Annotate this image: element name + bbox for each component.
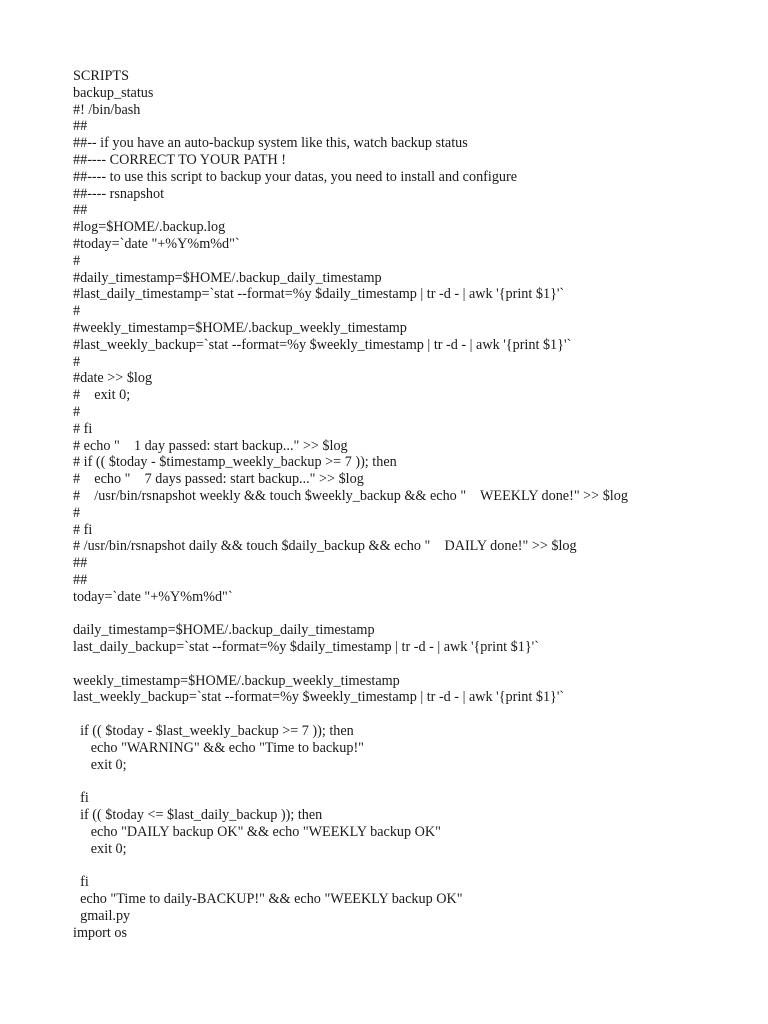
text-line: fi <box>73 874 89 891</box>
text-line: # /usr/bin/rsnapshot weekly && touch $weekly_backup && echo " WEEKLY done!" >> $log <box>73 487 628 504</box>
text-line <box>73 773 753 790</box>
text-line: # <box>73 353 81 370</box>
text-line: echo "WARNING" && echo "Time to backup!" <box>73 739 364 756</box>
text-line: # echo " 7 days passed: start backup..." >> $log <box>73 471 364 488</box>
text-line: # <box>73 403 81 420</box>
text-line: # echo " 1 day passed: start backup..." >> $log <box>73 437 348 454</box>
text-line: # fi <box>73 420 93 437</box>
text-line: if (( $today - $last_weekly_backup >= 7 )); then <box>73 723 354 740</box>
text-line: ## <box>73 118 88 135</box>
text-line: exit 0; <box>73 840 127 857</box>
text-line: fi <box>73 790 89 807</box>
text-line: ## <box>73 555 88 572</box>
text-line: #weekly_timestamp=$HOME/.backup_weekly_timestamp <box>73 319 407 336</box>
text-line: ##-- if you have an auto-backup system like this, watch backup status <box>73 135 468 152</box>
text-line: weekly_timestamp=$HOME/.backup_weekly_timestamp <box>73 672 400 689</box>
text-line: SCRIPTS <box>73 68 129 84</box>
text-line: ##---- CORRECT TO YOUR PATH ! <box>73 151 286 168</box>
text-line: #! /bin/bash <box>73 101 141 118</box>
text-line: exit 0; <box>73 756 127 773</box>
text-line: last_daily_backup=`stat --format=%y $daily_timestamp | tr -d - | awk '{print $1}'` <box>73 639 539 656</box>
text-line: today=`date "+%Y%m%d"` <box>73 588 233 605</box>
text-line: # <box>73 252 81 269</box>
text-line: #date >> $log <box>73 370 153 387</box>
text-line <box>73 656 753 673</box>
text-line: ##---- rsnapshot <box>73 185 165 202</box>
text-line <box>73 857 753 874</box>
text-line: # <box>73 303 81 320</box>
text-line: if (( $today <= $last_daily_backup )); then <box>73 807 323 824</box>
text-line <box>73 706 753 723</box>
text-line: ## <box>73 571 88 588</box>
text-line: #today=`date "+%Y%m%d"` <box>73 235 240 252</box>
text-line: # <box>73 504 81 521</box>
text-line: echo "Time to daily-BACKUP!" && echo "WEEKLY backup OK" <box>73 891 463 908</box>
text-line: ##---- to use this script to backup your datas, you need to install and configure <box>73 168 518 185</box>
text-line: # fi <box>73 521 93 538</box>
text-line: last_weekly_backup=`stat --format=%y $weekly_timestamp | tr -d - | awk '{print $1}'` <box>73 689 565 706</box>
document-body <box>73 68 753 941</box>
text-line: echo "DAILY backup OK" && echo "WEEKLY backup OK" <box>73 823 441 840</box>
text-line: gmail.py <box>73 907 131 924</box>
text-line: # /usr/bin/rsnapshot daily && touch $daily_backup && echo " DAILY done!" >> $log <box>73 538 577 555</box>
text-line: #last_weekly_backup=`stat --format=%y $weekly_timestamp | tr -d - | awk '{print $1}'` <box>73 336 572 353</box>
text-line: import os <box>73 924 127 941</box>
text-line: #last_daily_timestamp=`stat --format=%y $daily_timestamp | tr -d - | awk '{print $1}'` <box>73 286 565 303</box>
text-line <box>73 606 753 623</box>
text-line: # exit 0; <box>73 387 131 404</box>
text-line: #daily_timestamp=$HOME/.backup_daily_timestamp <box>73 269 382 286</box>
text-line: daily_timestamp=$HOME/.backup_daily_timestamp <box>73 622 375 639</box>
text-line: ## <box>73 202 88 219</box>
text-line: backup_status <box>73 84 154 101</box>
text-line: # if (( $today - $timestamp_weekly_backup >= 7 )); then <box>73 454 397 471</box>
text-line: #log=$HOME/.backup.log <box>73 219 226 236</box>
